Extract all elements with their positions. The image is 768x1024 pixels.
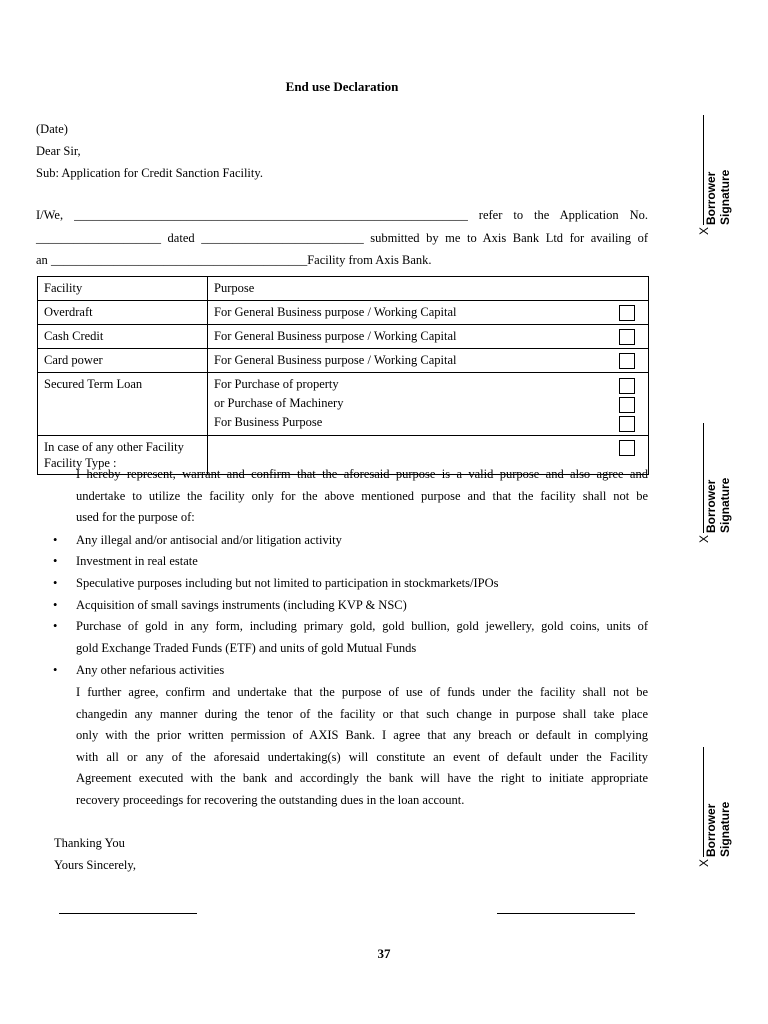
signature-mark: X — [697, 226, 711, 235]
purpose-text: For Purchase of property — [214, 377, 339, 391]
application-no-blank[interactable]: ____________________ — [36, 231, 161, 245]
document-title: End use Declaration — [285, 79, 399, 94]
other-facility-type-label: Facility Type : — [44, 456, 117, 470]
table-row — [38, 325, 649, 349]
bullet-icon: • — [53, 619, 58, 633]
purpose-checkbox[interactable] — [619, 416, 635, 432]
date-line: (Date) — [36, 122, 68, 136]
purpose-cell — [208, 325, 649, 349]
intro-line-1 — [36, 208, 648, 223]
intro-text: submitted by me to Axis Bank Ltd for availing of — [363, 231, 648, 245]
purpose-text: For Business Purpose — [214, 415, 323, 429]
bullet-icon: • — [53, 533, 58, 547]
table-header-row — [38, 277, 649, 301]
signature-label: Borrower Signature — [703, 747, 732, 857]
closing-thanks: Thanking You — [54, 836, 125, 850]
paragraph-line: only with the prior written permission of AXIS Bank. I agree that any breach or default in complying — [76, 728, 648, 743]
purpose-checkbox[interactable] — [619, 329, 635, 345]
purpose-checkbox[interactable] — [619, 353, 635, 369]
purpose-cell — [208, 301, 649, 325]
bullet-item-continued: gold Exchange Traded Funds (ETF) and units of gold Mutual Funds — [76, 641, 417, 655]
facility-cell: Cash Credit — [38, 325, 208, 349]
signature-mark: X — [697, 534, 711, 543]
table-row — [38, 301, 649, 325]
intro-text: an — [36, 253, 51, 267]
bullet-item: Speculative purposes including but not limited to participation in stockmarkets/IPOs — [76, 576, 499, 590]
bullet-icon: • — [53, 554, 58, 568]
paragraph-line: changedin any manner during the tenor of the facility or that such change in purpose shall take place — [76, 706, 648, 721]
paragraph-line: Agreement executed with the bank and accordingly the bank will have the right to initiate appropriate — [76, 771, 648, 786]
bullet-icon: • — [53, 598, 58, 612]
signature-line-left[interactable] — [59, 913, 197, 914]
date-blank[interactable]: __________________________ — [201, 231, 364, 245]
bullet-item: Any other nefarious activities — [76, 663, 225, 677]
table-row — [38, 373, 649, 436]
table-header: Facility — [38, 277, 208, 301]
name-blank[interactable]: _______________________________________________________________ — [74, 208, 468, 222]
facility-table — [37, 276, 649, 475]
page-number: 37 — [377, 946, 391, 961]
paragraph-line: I hereby represent, warrant and confirm that the aforesaid purpose is a valid purpose and also agree and — [76, 467, 648, 481]
bullet-item: Purchase of gold in any form, including primary gold, gold bullion, gold jewellery, gold coins, units of — [76, 619, 648, 633]
closing-sincerely: Yours Sincerely, — [54, 858, 136, 872]
borrower-signature-box-1[interactable] — [697, 105, 732, 235]
intro-text: refer to the Application No. — [467, 208, 648, 222]
bullet-item: Investment in real estate — [76, 554, 198, 568]
purpose-cell — [208, 373, 649, 436]
signature-label: Borrower Signature — [703, 115, 732, 225]
intro-text: I/We, — [36, 208, 75, 222]
bullet-item: Acquisition of small savings instruments (including KVP & NSC) — [76, 598, 407, 612]
other-facility-label: In case of any other Facility — [44, 440, 184, 454]
subject-line: Sub: Application for Credit Sanction Facility. — [36, 166, 263, 180]
facility-cell: Secured Term Loan — [38, 373, 208, 436]
salutation: Dear Sir, — [36, 144, 81, 158]
borrower-signature-box-2[interactable] — [697, 413, 732, 543]
paragraph-line: with all or any of the aforesaid undertaking(s) will constitute an event of default under the Facility — [76, 749, 648, 764]
facility-cell: Card power — [38, 349, 208, 373]
declaration-paragraph-2 — [76, 682, 648, 812]
intro-text: dated — [161, 231, 202, 245]
purpose-text: For General Business purpose / Working Capital — [214, 353, 457, 367]
purpose-checkbox[interactable] — [619, 305, 635, 321]
facility-cell: Overdraft — [38, 301, 208, 325]
bullet-icon: • — [53, 663, 58, 677]
paragraph-line: I further agree, confirm and undertake that the purpose of use of funds under the facility shall not be — [76, 685, 648, 699]
signature-line-right[interactable] — [497, 913, 635, 914]
purpose-checkbox[interactable] — [619, 378, 635, 394]
table-row — [38, 349, 649, 373]
purpose-checkbox[interactable] — [619, 440, 635, 456]
paragraph-line: undertake to utilize the facility only for the above mentioned purpose and that the facility shall not be — [76, 488, 648, 503]
intro-text: Facility from Axis Bank. — [307, 253, 432, 267]
bullet-icon: • — [53, 576, 58, 590]
paragraph-line: used for the purpose of: — [76, 510, 195, 525]
table-header: Purpose — [208, 277, 649, 301]
purpose-text: For General Business purpose / Working Capital — [214, 329, 457, 343]
intro-line-3 — [36, 253, 432, 268]
facility-blank[interactable]: _________________________________________ — [50, 253, 308, 267]
purpose-text: or Purchase of Machinery — [214, 396, 344, 410]
signature-label: Borrower Signature — [703, 423, 732, 533]
signature-mark: X — [697, 858, 711, 867]
paragraph-line: recovery proceedings for recovering the outstanding dues in the loan account. — [76, 792, 465, 807]
purpose-checkbox[interactable] — [619, 397, 635, 413]
bullet-item: Any illegal and/or antisocial and/or litigation activity — [76, 533, 342, 547]
intro-line-2 — [36, 231, 648, 246]
purpose-text: For General Business purpose / Working Capital — [214, 305, 457, 319]
purpose-cell — [208, 349, 649, 373]
borrower-signature-box-3[interactable] — [697, 737, 732, 867]
declaration-paragraph-1 — [76, 464, 648, 529]
